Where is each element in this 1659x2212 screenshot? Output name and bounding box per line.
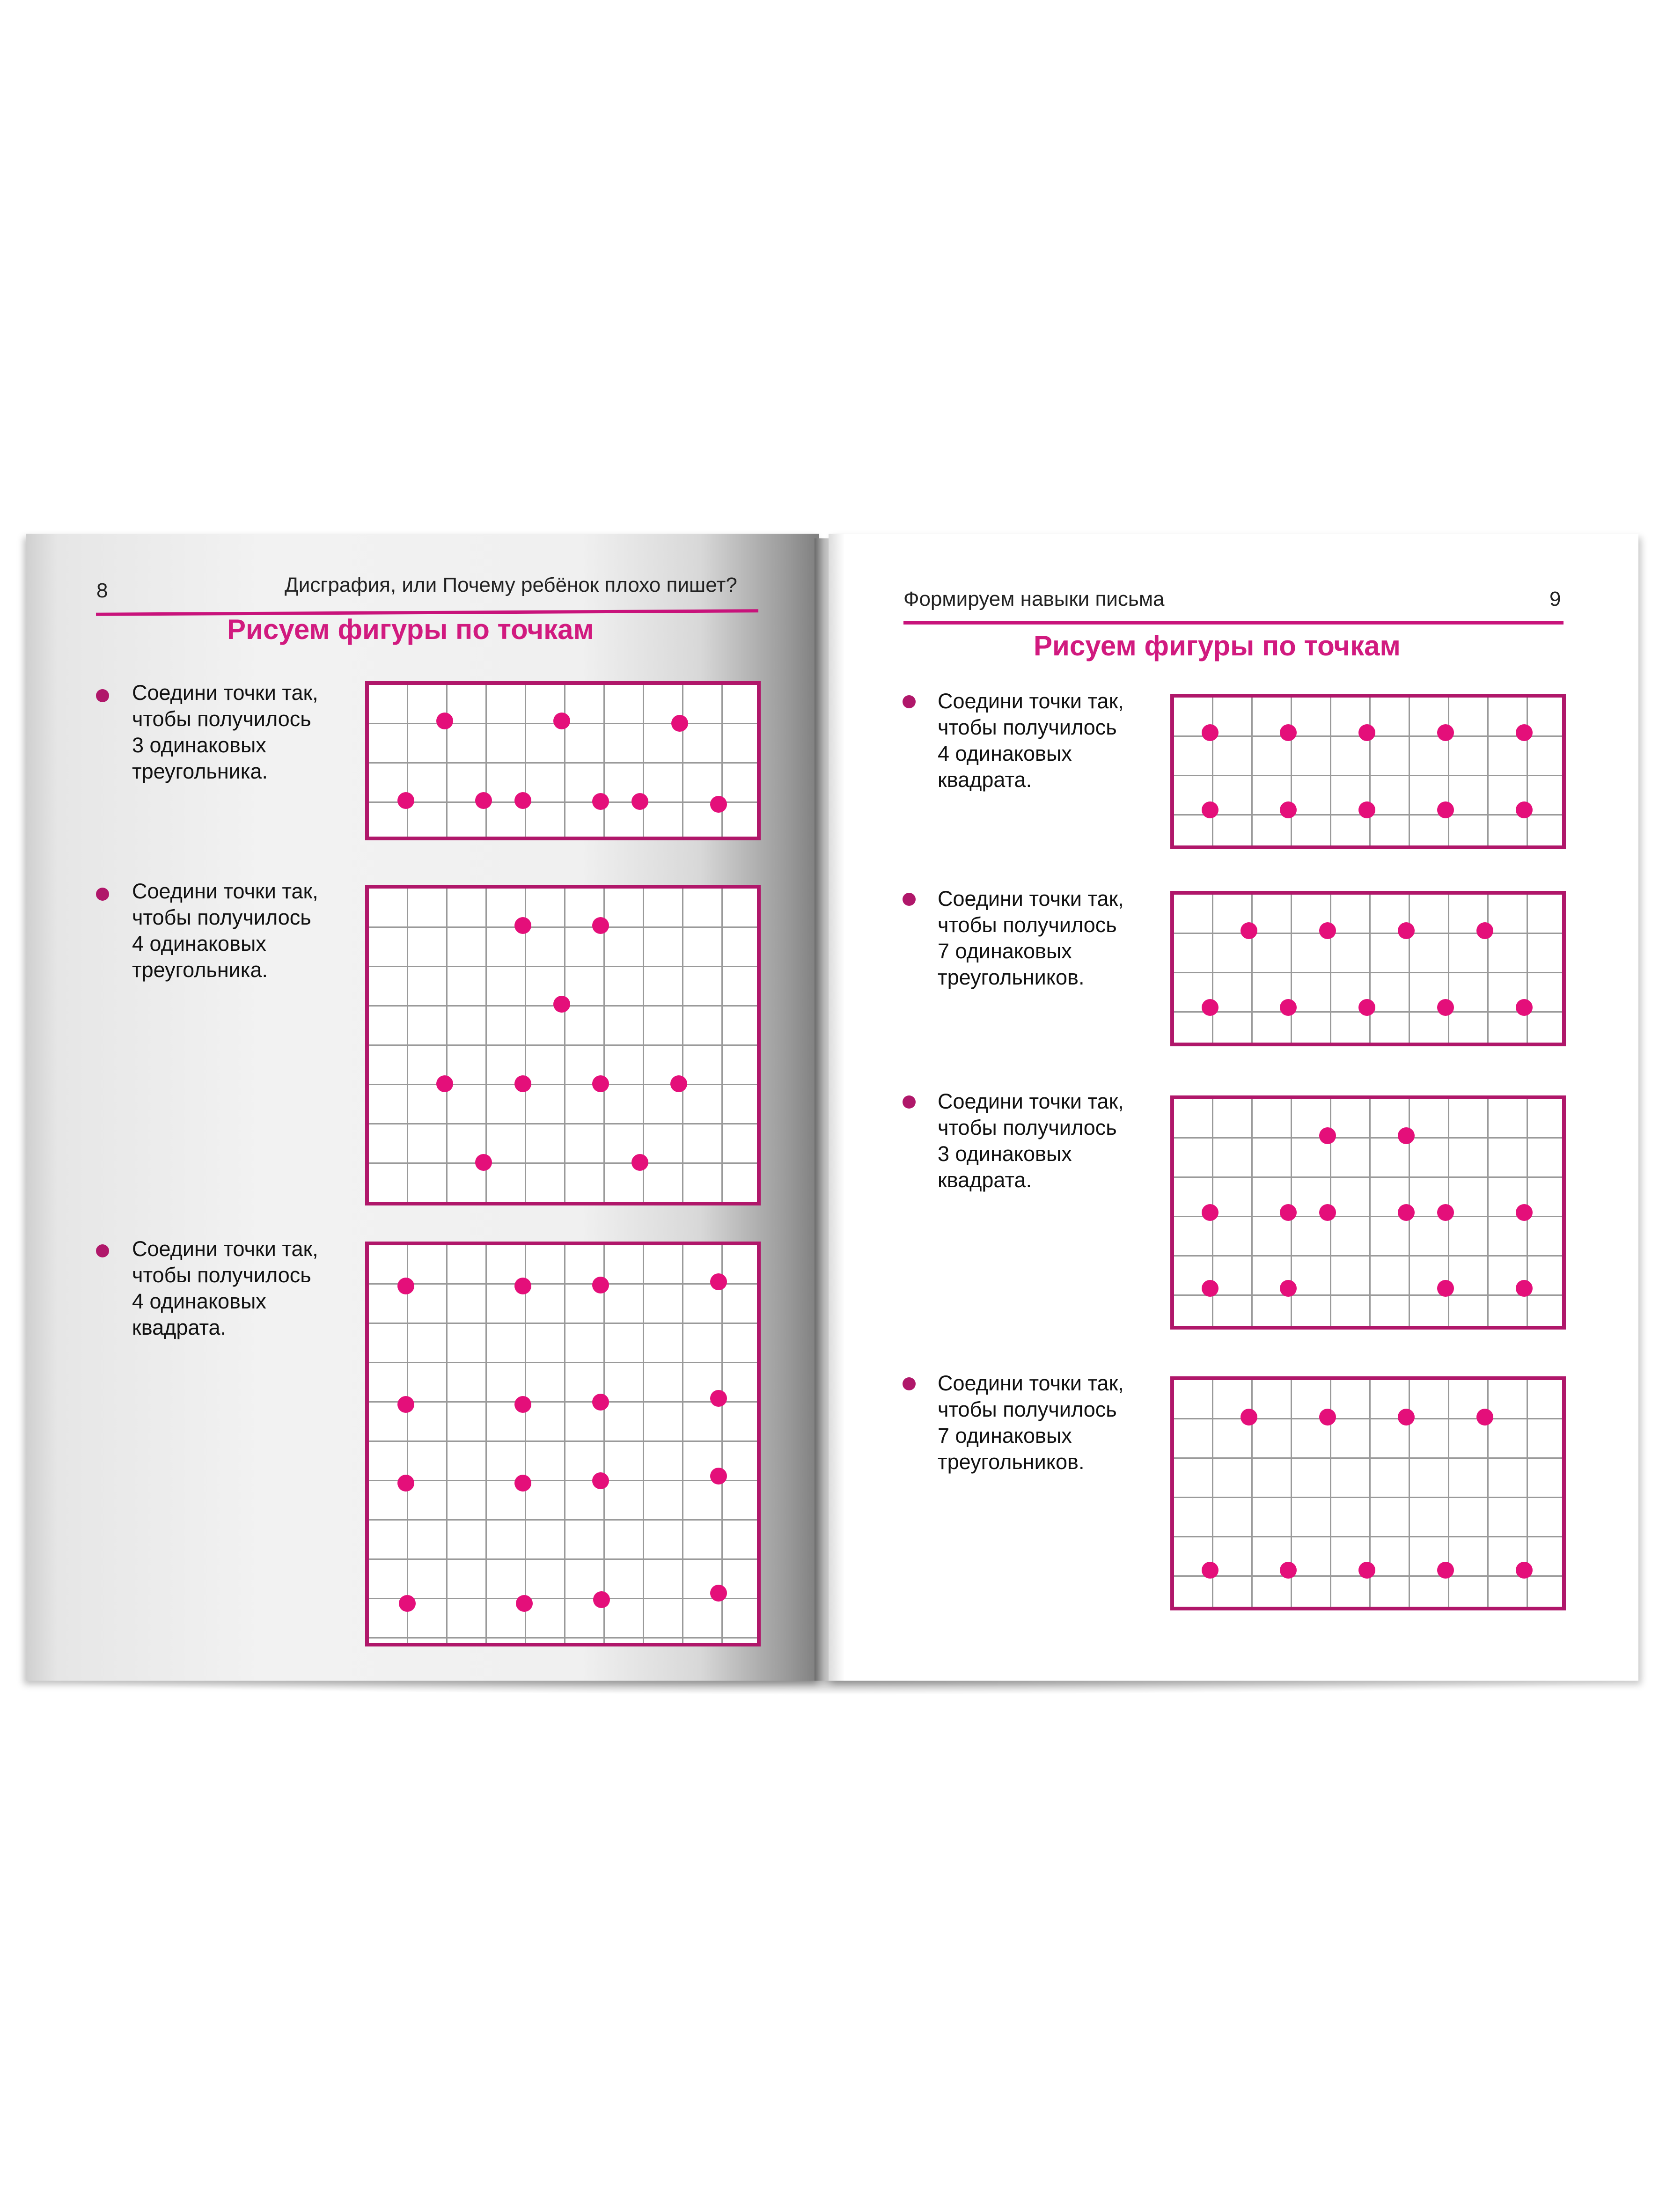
left-page-number: 8 <box>96 579 108 602</box>
grid-dot <box>592 1394 609 1411</box>
grid-dot <box>514 1075 531 1092</box>
grid-dot <box>397 1278 414 1294</box>
grid-dot <box>1319 922 1336 939</box>
grid-dot <box>593 1591 610 1608</box>
grid-dot <box>671 715 688 732</box>
grid-dot <box>1476 1409 1493 1426</box>
exercise-bullet <box>96 1244 109 1257</box>
grid-dot <box>1437 999 1454 1016</box>
grid-dot <box>1516 724 1533 741</box>
left-running-title: Дисграфия, или Почему ребёнок плохо пишет? <box>285 573 737 596</box>
grid-dot <box>1516 1280 1533 1297</box>
grid-dot <box>436 713 453 729</box>
grid-dot <box>475 1154 492 1171</box>
grid-dot <box>1280 724 1297 741</box>
right-header-rule <box>903 621 1564 625</box>
grid-dot <box>592 1472 609 1489</box>
grid-dot <box>1202 801 1219 818</box>
grid-dot <box>1241 922 1257 939</box>
grid-dot <box>1280 801 1297 818</box>
exercise-bullet <box>903 1095 916 1109</box>
grid-dot <box>670 1075 687 1092</box>
grid-dot <box>710 1585 727 1602</box>
grid-dot <box>1516 801 1533 818</box>
exercise-bullet <box>903 1377 916 1390</box>
exercise-instruction: Соедини точки так, чтобы получилось 3 одинаковых треугольника. <box>132 681 318 783</box>
grid-dot <box>631 1154 648 1171</box>
exercise-bullet <box>96 888 109 901</box>
grid-dot <box>1358 1562 1375 1579</box>
right-page-heading: Рисуем фигуры по точкам <box>1034 630 1401 661</box>
grid-dot <box>1398 1409 1415 1426</box>
grid-dot <box>592 1277 609 1293</box>
exercise-instruction: Соедини точки так, чтобы получилось 4 одинаковых квадрата. <box>132 1237 318 1339</box>
grid-dot <box>399 1595 416 1612</box>
grid-dot <box>1437 1204 1454 1221</box>
grid-dot <box>1319 1409 1336 1426</box>
grid-dot <box>1437 724 1454 741</box>
grid-dot <box>1202 999 1219 1016</box>
dot-grid-4 <box>1170 694 1566 849</box>
exercise-instruction: Соедини точки так, чтобы получилось 4 одинаковых квадрата. <box>938 689 1124 792</box>
grid-dot <box>1202 1204 1219 1221</box>
grid-dot <box>1358 724 1375 741</box>
exercise-bullet <box>96 689 109 702</box>
grid-dot <box>1516 1562 1533 1579</box>
grid-dot <box>710 1390 727 1407</box>
grid-dot <box>1398 922 1415 939</box>
grid-dot <box>514 1475 531 1492</box>
grid-dot <box>592 793 609 810</box>
right-running-title: Формируем навыки письма <box>903 588 1165 610</box>
grid-dot <box>1398 1127 1415 1144</box>
grid-dot <box>592 917 609 934</box>
right-page-number: 9 <box>1549 588 1561 610</box>
grid-dot <box>1437 801 1454 818</box>
grid-dot <box>1319 1127 1336 1144</box>
grid-dot <box>1280 999 1297 1016</box>
grid-dot <box>553 996 570 1013</box>
grid-dot <box>553 713 570 729</box>
dot-grid-3 <box>365 1242 761 1646</box>
grid-dot <box>516 1595 533 1612</box>
grid-dot <box>514 1278 531 1294</box>
grid-dot <box>397 1396 414 1413</box>
grid-dot <box>1476 922 1493 939</box>
grid-dot <box>436 1075 453 1092</box>
dot-grid-6 <box>1170 1095 1566 1330</box>
grid-dot <box>1241 1409 1257 1426</box>
grid-dot <box>514 1396 531 1413</box>
grid-dot <box>1437 1280 1454 1297</box>
exercise-bullet <box>903 893 916 906</box>
grid-dot <box>1358 801 1375 818</box>
dot-grid-2 <box>365 885 761 1205</box>
grid-dot <box>1319 1204 1336 1221</box>
grid-dot <box>514 917 531 934</box>
grid-dot <box>1202 1280 1219 1297</box>
exercise-instruction: Соедини точки так, чтобы получилось 4 одинаковых треугольника. <box>132 879 318 982</box>
grid-dot <box>1398 1204 1415 1221</box>
grid-dot <box>397 1475 414 1492</box>
grid-dot <box>1280 1204 1297 1221</box>
grid-dot <box>397 792 414 809</box>
grid-dot <box>1202 1562 1219 1579</box>
grid-dot <box>475 792 492 809</box>
grid-dot <box>1437 1562 1454 1579</box>
grid-dot <box>1358 999 1375 1016</box>
grid-dot <box>1280 1562 1297 1579</box>
grid-dot <box>1202 724 1219 741</box>
grid-dot <box>631 793 648 810</box>
exercise-instruction: Соедини точки так, чтобы получилось 7 одинаковых треугольников. <box>938 887 1124 989</box>
exercise-instruction: Соедини точки так, чтобы получилось 7 одинаковых треугольников. <box>938 1371 1124 1474</box>
grid-dot <box>514 792 531 809</box>
grid-dot <box>710 1468 727 1484</box>
grid-dot <box>1516 999 1533 1016</box>
exercise-bullet <box>903 695 916 708</box>
dot-grid-1 <box>365 681 761 840</box>
grid-dot <box>1516 1204 1533 1221</box>
left-page-heading: Рисуем фигуры по точкам <box>227 614 594 645</box>
exercise-instruction: Соедини точки так, чтобы получилось 3 одинаковых квадрата. <box>938 1089 1124 1192</box>
grid-dot <box>592 1075 609 1092</box>
grid-dot <box>710 796 727 813</box>
grid-dot <box>1280 1280 1297 1297</box>
grid-dot <box>710 1273 727 1290</box>
dot-grid-5 <box>1170 891 1566 1046</box>
